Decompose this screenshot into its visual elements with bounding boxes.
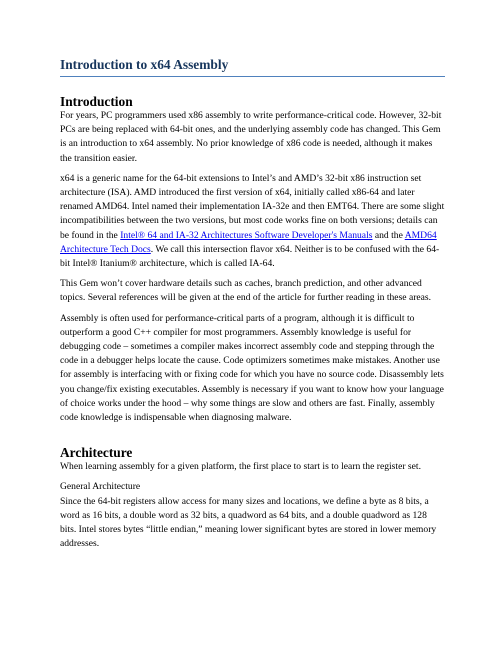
introduction-paragraph-3: This Gem won’t cover hardware details such as caches, branch prediction, and other advanced topics. Several references will be given at the end of the article for further reading in these areas.	[60, 278, 432, 304]
introduction-paragraph-2-text-c: . We call this intersection flavor x64. Neither is to be confused with the 64-bit Intel® Itanium® architecture, which is called IA-64.	[60, 243, 440, 270]
amd64-tech-docs-link[interactable]: AMD64 Architecture Tech Docs	[60, 229, 437, 255]
introduction-paragraph-2	[60, 172, 445, 271]
document-body	[60, 56, 445, 551]
introduction-paragraph-2-text-a: x64 is a generic name for the 64-bit extensions to Intel’s and AMD’s 32-bit x86 instruction set architecture (ISA). AMD introduced the first version of x64, initially called x86-64 and later renamed AMD64. Intel named their implementation IA-32e and then EMT64. There are some slight incompatibilities between the two versions, but most code works fine on both versions; details can be found in the	[60, 172, 445, 241]
architecture-heading: Architecture	[60, 445, 133, 461]
introduction-paragraph-4: Assembly is often used for performance-critical parts of a program, although it is difficult to outperform a good C++ compiler for most programmers. Assembly knowledge is useful for debugging code – sometimes a compiler makes incorrect assembly code and stepping through the code in a debugger helps locate the cause. Code optimizers sometimes make mistakes. Another use for assembly is interfacing with or fixing code for which you have no source code. Disassembly lets you change/fix existing executables. Assembly is necessary if you want to know how your language of choice works under the hood – why some things are slow and others are fast. Finally, assembly code knowledge is indispensable when diagnosing malware.	[60, 312, 444, 424]
introduction-heading: Introduction	[60, 94, 133, 109]
introduction-paragraph-1: For years, PC programmers used x86 assembly to write performance-critical code. However, 32-bit PCs are being replaced with 64-bit ones, and the underlying assembly code has changed. This Gem is an introduction to x64 assembly. No prior knowledge of x86 code is needed, although it makes the transition easier.	[60, 110, 442, 164]
intel-manuals-link[interactable]: Intel® 64 and IA-32 Architectures Software Developer's Manuals	[120, 229, 373, 241]
architecture-paragraph-2: Since the 64-bit registers allow access for many sizes and locations, we define a byte as 8 bits, a word as 16 bits, a double word as 32 bits, a quadword as 64 bits, and a double quadword as 128 bits. Intel stores bytes “little endian,” meaning lower significant bytes are stored in lower memory addresses.	[60, 495, 437, 550]
general-architecture-subheading: General Architecture	[60, 481, 141, 493]
introduction-paragraph-2-text-b: and the	[372, 229, 405, 241]
document-title: Introduction to x64 Assembly	[60, 56, 445, 77]
architecture-paragraph-1: When learning assembly for a given platform, the first place to start is to learn the register set.	[60, 461, 421, 473]
